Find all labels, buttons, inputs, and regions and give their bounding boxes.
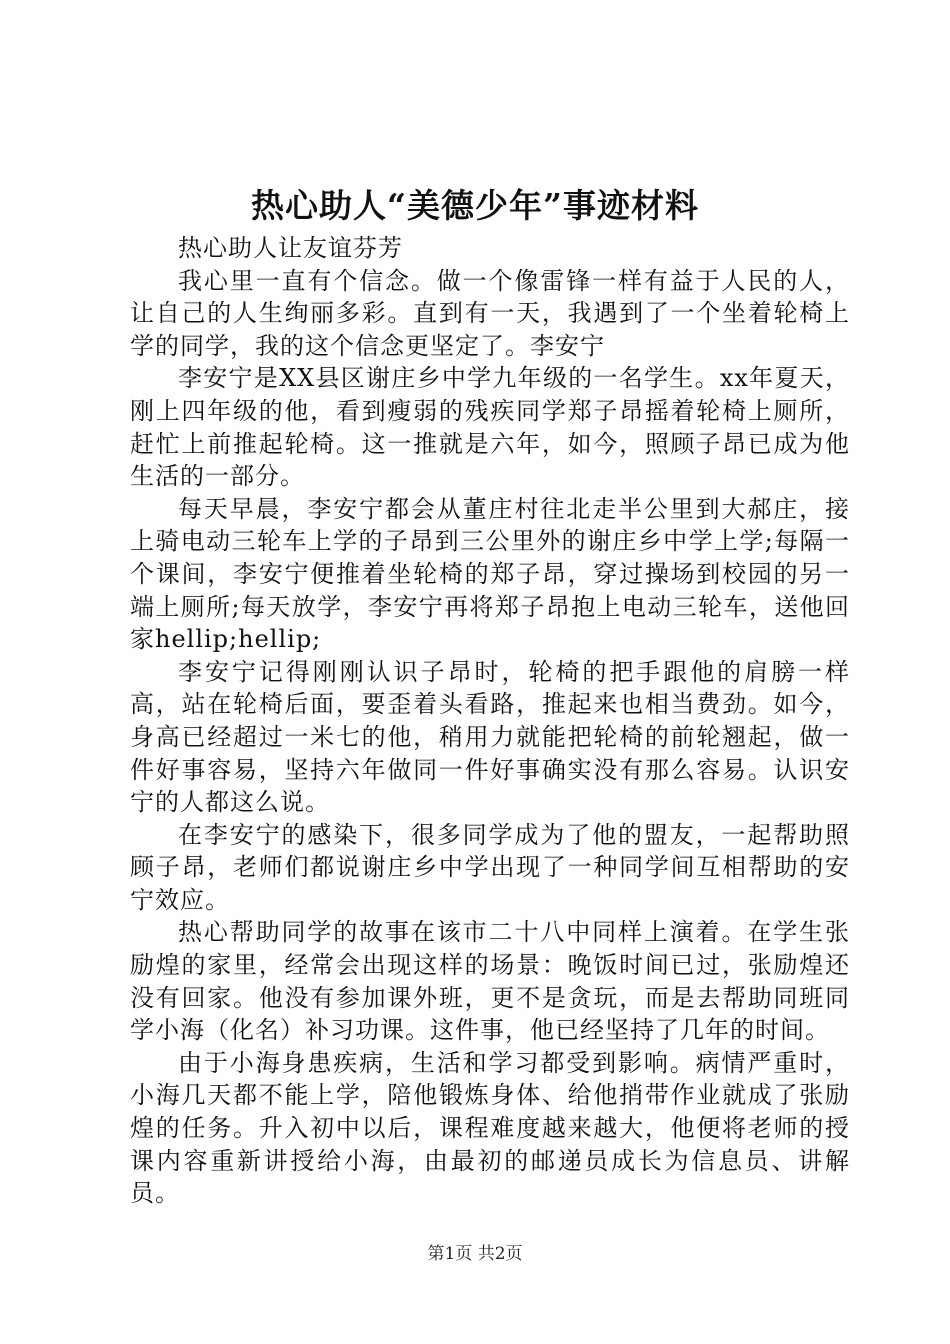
document-title: 热心助人“美德少年”事迹材料	[251, 186, 699, 225]
paragraph: 李安宁是XX县区谢庄乡中学九年级的一名学生。xx年夏天，刚上四年级的他，看到瘦弱的残疾同学郑子昂摇着轮椅上厕所，赶忙上前推起轮椅。这一推就是六年，如今，照顾子昂已成为他生活的一部分。	[130, 364, 850, 491]
paragraph: 每天早晨，李安宁都会从董庄村往北走半公里到大郝庄，接上骑电动三轮车上学的子昂到三公里外的谢庄乡中学上学;每隔一个课间，李安宁便推着坐轮椅的郑子昂，穿过操场到校园的另一端上厕所;每天放学，李安宁再将郑子昂抱上电动三轮车，送他回家hellip;hellip;	[130, 494, 850, 654]
document-body	[130, 232, 850, 1210]
paragraph: 热心帮助同学的故事在该市二十八中同样上演着。在学生张励煌的家里，经常会出现这样的场景：晚饭时间已过，张励煌还没有回家。他没有参加课外班，更不是贪玩，而是去帮助同班同学小海（化名）补习功课。这件事，他已经坚持了几年的时间。	[130, 918, 850, 1045]
page-footer: 第1页 共2页	[427, 1244, 523, 1264]
paragraph: 在李安宁的感染下，很多同学成为了他的盟友，一起帮助照顾子昂，老师们都说谢庄乡中学出现了一种同学间互相帮助的安宁效应。	[130, 820, 850, 914]
paragraph-subtitle: 热心助人让友谊芬芳	[178, 234, 403, 262]
paragraph: 我心里一直有个信念。做一个像雷锋一样有益于人民的人，让自己的人生绚丽多彩。直到有一天，我遇到了一个坐着轮椅上学的同学，我的这个信念更坚定了。李安宁	[130, 266, 850, 360]
paragraph: 由于小海身患疾病，生活和学习都受到影响。病情严重时，小海几天都不能上学，陪他锻炼身体、给他捎带作业就成了张励煌的任务。升入初中以后，课程难度越来越大，他便将老师的授课内容重新讲授给小海，由最初的邮递员成长为信息员、讲解员。	[130, 1048, 850, 1208]
paragraph: 李安宁记得刚刚认识子昂时，轮椅的把手跟他的肩膀一样高，站在轮椅后面，要歪着头看路，推起来也相当费劲。如今，身高已经超过一米七的他，稍用力就能把轮椅的前轮翘起，做一件好事容易，坚持六年做同一件好事确实没有那么容易。认识安宁的人都这么说。	[130, 657, 850, 817]
